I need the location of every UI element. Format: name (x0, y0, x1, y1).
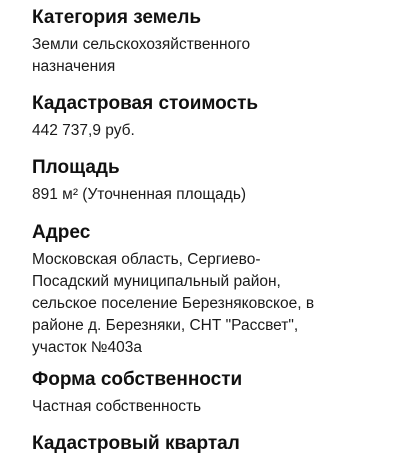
ownership-form-value[interactable]: Частная собственность (32, 398, 202, 415)
address-line-2: Посадский муниципальный район, (32, 273, 281, 290)
address-field (32, 221, 412, 359)
ownership-form-label: Форма собственности (32, 369, 243, 390)
land-category-field (32, 6, 412, 78)
cadastral-value-value[interactable]: 442 737,9 руб. (32, 122, 135, 139)
address-line-3: сельское поселение Березняковское, в (32, 295, 315, 312)
cadastral-quarter-label: Кадастровый квартал (32, 433, 240, 454)
area-field (32, 156, 412, 206)
address-label: Адрес (32, 222, 91, 243)
address-line-4: районе д. Березняки, СНТ "Рассвет", (32, 317, 299, 334)
address-line-5: участок №403а (32, 339, 142, 356)
address-line-1: Московская область, Сергиево- (32, 251, 261, 268)
cadastral-value-field (32, 92, 412, 142)
cadastral-value-label: Кадастровая стоимость (32, 93, 259, 114)
land-category-label: Категория земель (32, 7, 202, 28)
ownership-form-field (32, 368, 412, 418)
cadastral-quarter-field (32, 432, 412, 456)
land-category-value-line-1: Земли сельскохозяйственного (32, 36, 251, 53)
land-category-value[interactable] (32, 34, 412, 78)
area-value[interactable]: 891 м² (Уточненная площадь) (32, 186, 247, 203)
area-label: Площадь (32, 157, 120, 178)
land-category-value-line-2: назначения (32, 58, 116, 75)
address-value[interactable] (32, 249, 412, 359)
